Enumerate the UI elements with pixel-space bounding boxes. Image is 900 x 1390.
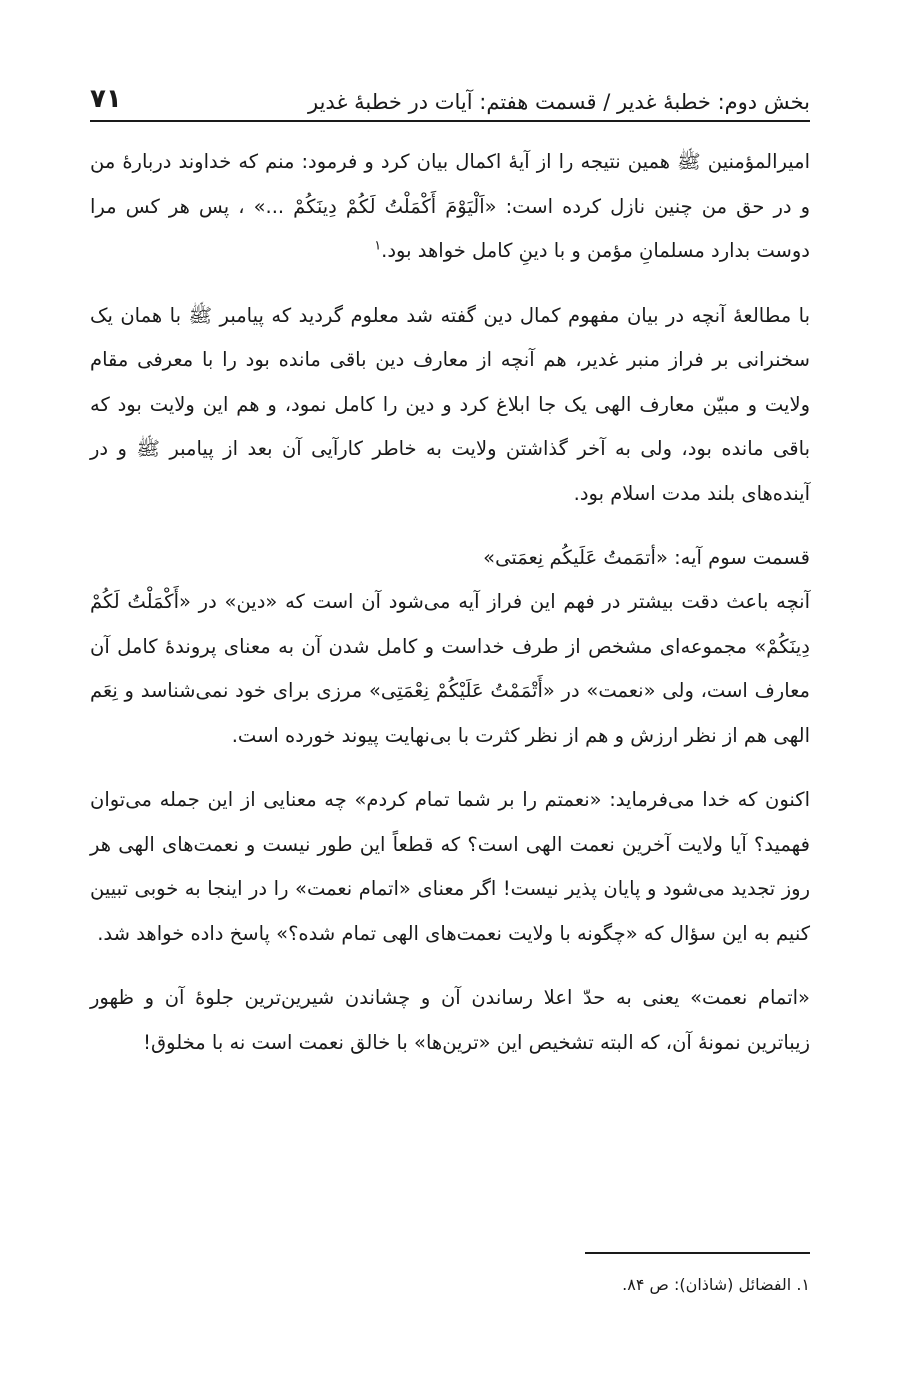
running-header — [90, 70, 810, 122]
paragraph-perfection-of-religion: با مطالعهٔ آنچه در بیان مفهوم کمال دین گفته شد معلوم گردید که پیامبر ﷺ با همان یک سخنرانی بر فراز منبر غدیر، هم آنچه از معارف دین باقی مانده بود را با معرفی مقام ولایت و مبیّن معارف الهی یک جا ابلاغ کرد و دین را کامل نمود، و هم این ولایت بود که باقی مانده بود، ولی به آخر گذاشتن ولایت به خاطر کارآیی آن بعد از پیامبر ﷺ و در آینده‌های بلند مدت اسلام بود. — [90, 303, 810, 505]
paragraph-question-of-completion: اکنون که خدا می‌فرماید: «نعمتم را بر شما تمام کردم» چه معنایی از این جمله می‌توان فهمید؟ آیا ولایت آخرین نعمت الهی است؟ که قطعاً این طور نیست و نعمت‌های الهی هر روز تجدید می‌شود و پایان پذیر نیست! اگر معنای «اتمام نعمت» را در اینجا به خوبی تبیین کنیم به این سؤال که «چگونه با ولایت نعمت‌های الهی تمام شده؟» پاسخ داده خواهد شد. — [90, 788, 810, 945]
section-heading: قسمت سوم آیه: «أتمَمتُ عَلَیکُم نِعمَتی» — [483, 546, 810, 569]
paragraph-meaning-of-completion: «اتمام نعمت» یعنی به حدّ اعلا رساندن آن و چشاندن شیرین‌ترین جلوهٔ آن و ظهور زیباترین نمونهٔ آن، که البته تشخیص این «ترین‌ها» با خالق نعمت است نه با مخلوق! — [90, 986, 810, 1054]
footnote-reference: ۱ — [374, 238, 382, 254]
footnote-divider — [585, 1252, 810, 1254]
running-title: بخش دوم: خطبهٔ غدیر / قسمت هفتم: آیات در خطبهٔ غدیر — [307, 90, 810, 114]
footnote: ۱. الفضائل (شاذان): ص ۸۴. — [622, 1275, 810, 1294]
paragraph-ali-statement — [90, 140, 810, 274]
paragraph-text: امیرالمؤمنین ﷺ همین نتیجه را از آیهٔ اکمال بیان کرد و فرمود: منم که خداوند دربارهٔ من و در حق من چنین نازل کرده است: «اَلْیَوْمَ أَکْمَلْتُ لَکُمْ دِینَکُمْ ...» ، پس هر کس مرا دوست بدارد مسلمانِ مؤمن و با دینِ کامل خواهد بود. — [90, 150, 810, 262]
body-text — [90, 140, 810, 1067]
paragraph-religion-vs-blessing: آنچه باعث دقت بیشتر در فهم این فراز آیه می‌شود آن است که «دین» در «أَکْمَلْتُ لَکُمْ دِینَکُمْ» مجموعه‌ای مشخص از طرف خداست و کامل شدن آن به معنای پروندهٔ کامل آن معارف است، ولی «نعمت» در «أَتْمَمْتُ عَلَیْکُمْ نِعْمَتِی» مرزی برای خود نمی‌شناسد و نِعَم الهی هم از نظر ارزش و هم از نظر کثرت با بی‌نهایت پیوند خورده است. — [90, 590, 810, 747]
page-number: ۷۱ — [90, 84, 122, 114]
